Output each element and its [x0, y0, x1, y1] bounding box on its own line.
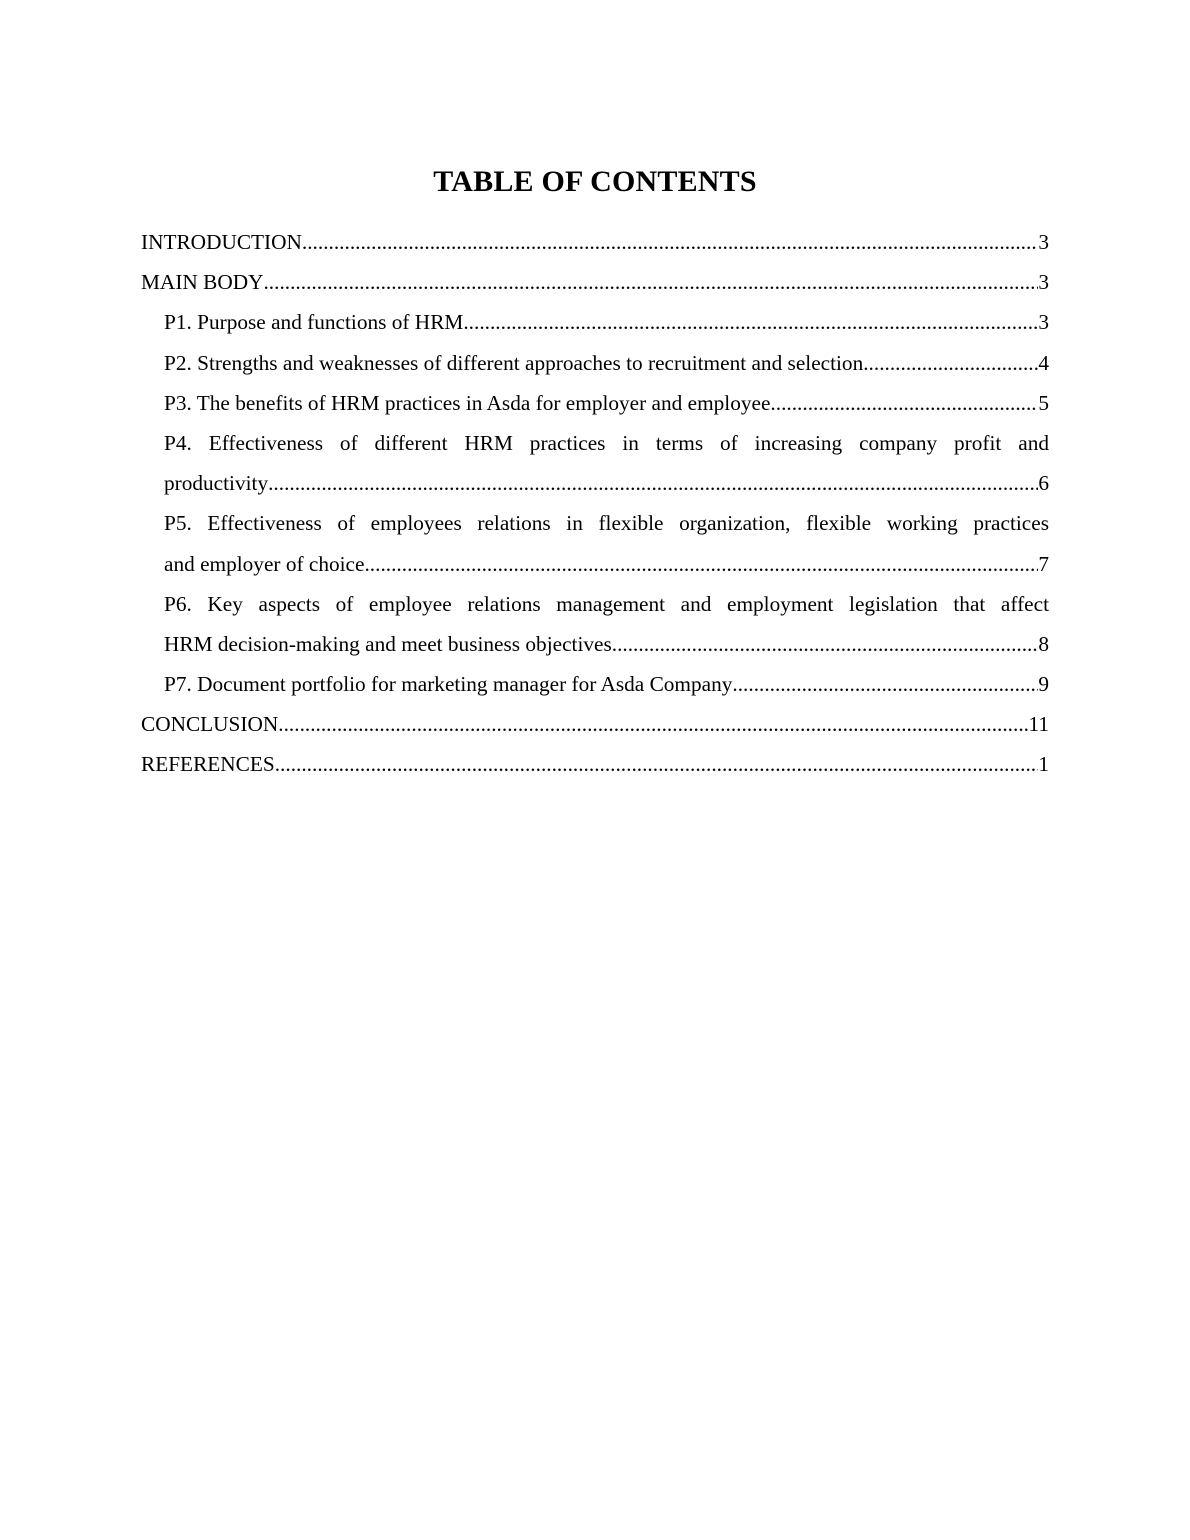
toc-page-number: 5: [1038, 390, 1049, 415]
toc-entry-continuation: [164, 544, 1049, 584]
toc-entry-main-body[interactable]: [141, 262, 1049, 302]
toc-entry-text: P2. Strengths and weaknesses of different approaches to recruitment and selection: [164, 350, 864, 375]
dot-leader: [364, 544, 1038, 584]
toc-page-number: 6: [1038, 471, 1049, 496]
toc-entry-text: HRM decision-making and meet business objectives: [164, 631, 612, 656]
toc-entry-p1[interactable]: [164, 302, 1049, 342]
toc-page-number: 4: [1038, 350, 1049, 375]
dot-leader: [302, 222, 1038, 262]
toc-entry-introduction[interactable]: [141, 222, 1049, 262]
toc-page-number: 8: [1038, 631, 1049, 656]
toc-page-number: 3: [1038, 310, 1049, 335]
dot-leader: [732, 664, 1038, 704]
toc-entry-continuation: [164, 463, 1049, 503]
toc-entry-p4[interactable]: [164, 423, 1049, 503]
toc-list: [141, 222, 1049, 785]
toc-entry-references[interactable]: [141, 744, 1049, 784]
toc-page-number: 3: [1038, 270, 1049, 295]
toc-entry-p6[interactable]: [164, 584, 1049, 664]
dot-leader: [268, 463, 1038, 503]
toc-entry-p2[interactable]: [164, 343, 1049, 383]
toc-entry-text: MAIN BODY: [141, 270, 264, 295]
toc-entry-continuation: [164, 624, 1049, 664]
dot-leader: [263, 262, 1038, 302]
toc-page-number: 1: [1038, 752, 1049, 777]
toc-entry-text: P1. Purpose and functions of HRM: [164, 310, 464, 335]
toc-entry-p7[interactable]: [164, 664, 1049, 704]
toc-entry-p5[interactable]: [164, 503, 1049, 583]
toc-page-number: 11: [1028, 712, 1049, 737]
toc-entry-text: INTRODUCTION: [141, 230, 302, 254]
toc-entry-text: REFERENCES: [141, 752, 275, 777]
toc-entry-text: P4. Effectiveness of different HRM practices in terms of increasing company profit and: [164, 430, 1049, 455]
toc-entry-text: CONCLUSION: [141, 712, 279, 737]
toc-page-number: 9: [1038, 672, 1049, 697]
dot-leader: [463, 302, 1038, 342]
dot-leader: [278, 704, 1028, 744]
toc-entry-text: productivity: [164, 471, 269, 496]
toc-page-number: 7: [1038, 551, 1049, 576]
toc-entry-text: P5. Effectiveness of employees relations in flexible organization, flexible working practices: [164, 511, 1049, 536]
toc-entry-conclusion[interactable]: [141, 704, 1049, 744]
toc-entry-text: P3. The benefits of HRM practices in Asda for employer and employee: [164, 390, 771, 415]
toc-entry-text: P7. Document portfolio for marketing manager for Asda Company: [164, 672, 733, 697]
toc-page-number: 3: [1038, 230, 1049, 254]
dot-leader: [612, 624, 1039, 664]
toc-entry-text: and employer of choice: [164, 551, 365, 576]
toc-entry-text: P6. Key aspects of employee relations management and employment legislation that affect: [164, 591, 1049, 616]
dot-leader: [770, 383, 1038, 423]
dot-leader: [275, 744, 1039, 784]
toc-title: TABLE OF CONTENTS: [433, 165, 757, 198]
toc-entry-p3[interactable]: [164, 383, 1049, 423]
dot-leader: [863, 343, 1038, 383]
